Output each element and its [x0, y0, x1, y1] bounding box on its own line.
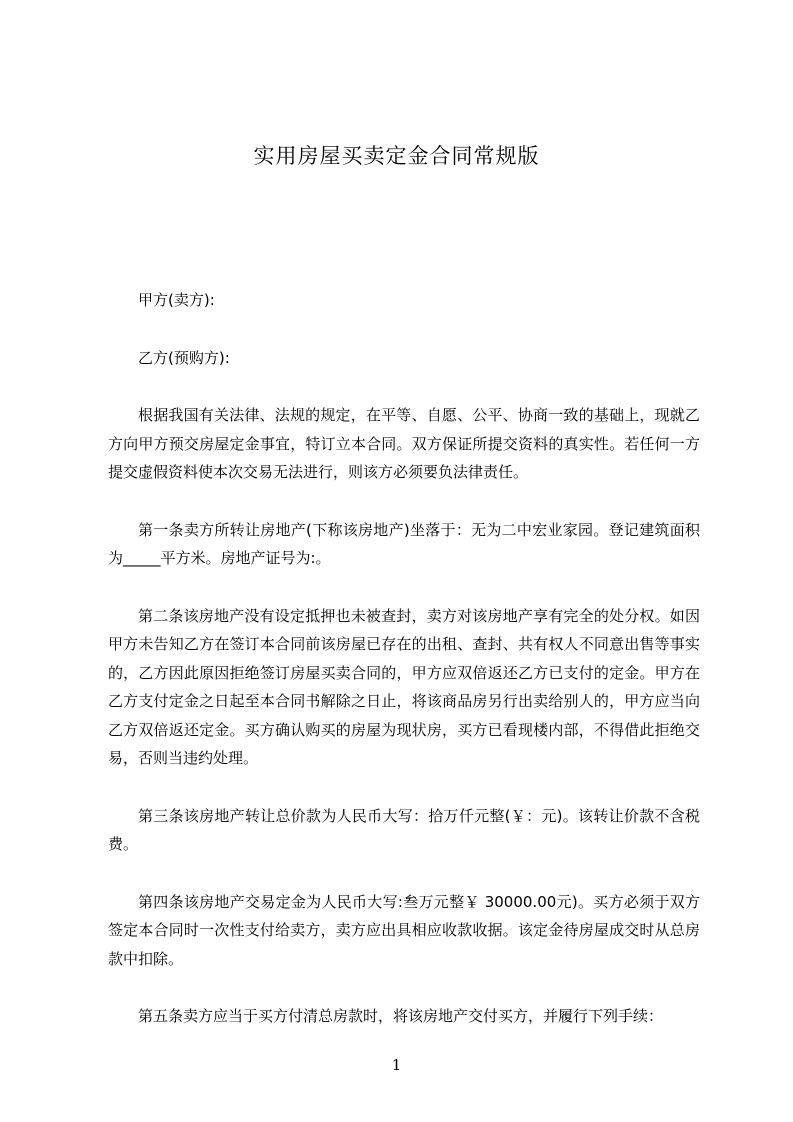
seller-party-line: 甲方(卖方):	[138, 291, 215, 309]
article-3-paragraph: 第三条该房地产转让总价款为人民币大写：拾万仟元整(￥：元)。该转让价款不含税费。	[108, 806, 700, 853]
preamble-paragraph: 根据我国有关法律、法规的规定，在平等、自愿、公平、协商一致的基础上，现就乙方向甲方预交房屋定金事宜，特订立本合同。双方保证所提交资料的真实性。若任何一方提交虚假资料使本次交易无法进行，则该方必须要负法律责任。	[108, 406, 700, 481]
article-1-paragraph: 第一条卖方所转让房地产(下称该房地产)坐落于：无为二中宏业家园。登记建筑面积为_____平方米。房地产证号为:。	[108, 520, 700, 567]
article-4-paragraph: 第四条该房地产交易定金为人民币大写:叁万元整￥ 30000.00元)。买方必须于双方签定本合同时一次性支付给卖方，卖方应出具相应收款收据。该定金待房屋成交时从总房款中扣除。	[108, 892, 700, 968]
article-2-paragraph: 第二条该房地产没有设定抵押也未被查封，卖方对该房地产享有完全的处分权。如因甲方未告知乙方在签订本合同前该房屋已存在的出租、查封、共有权人不同意出售等事实的，乙方因此原因拒绝签订房屋买卖合同的，甲方应双倍返还乙方已支付的定金。甲方在乙方支付定金之日起至本合同书解除之日止，将该商品房另行出卖给别人的，甲方应当向乙方双倍返还定金。买方确认购买的房屋为现状房，买方已看现楼内部，不得借此拒绝交易，否则当违约处理。	[108, 606, 700, 767]
buyer-party-line: 乙方(预购方):	[138, 348, 230, 367]
document-body	[108, 286, 700, 1060]
document-title: 实用房屋买卖定金合同常规版	[253, 144, 540, 168]
article-5-paragraph: 第五条卖方应当于买方付清总房款时，将该房地产交付买方，并履行下列手续：	[138, 1007, 664, 1025]
page-number: 1	[391, 1056, 402, 1074]
